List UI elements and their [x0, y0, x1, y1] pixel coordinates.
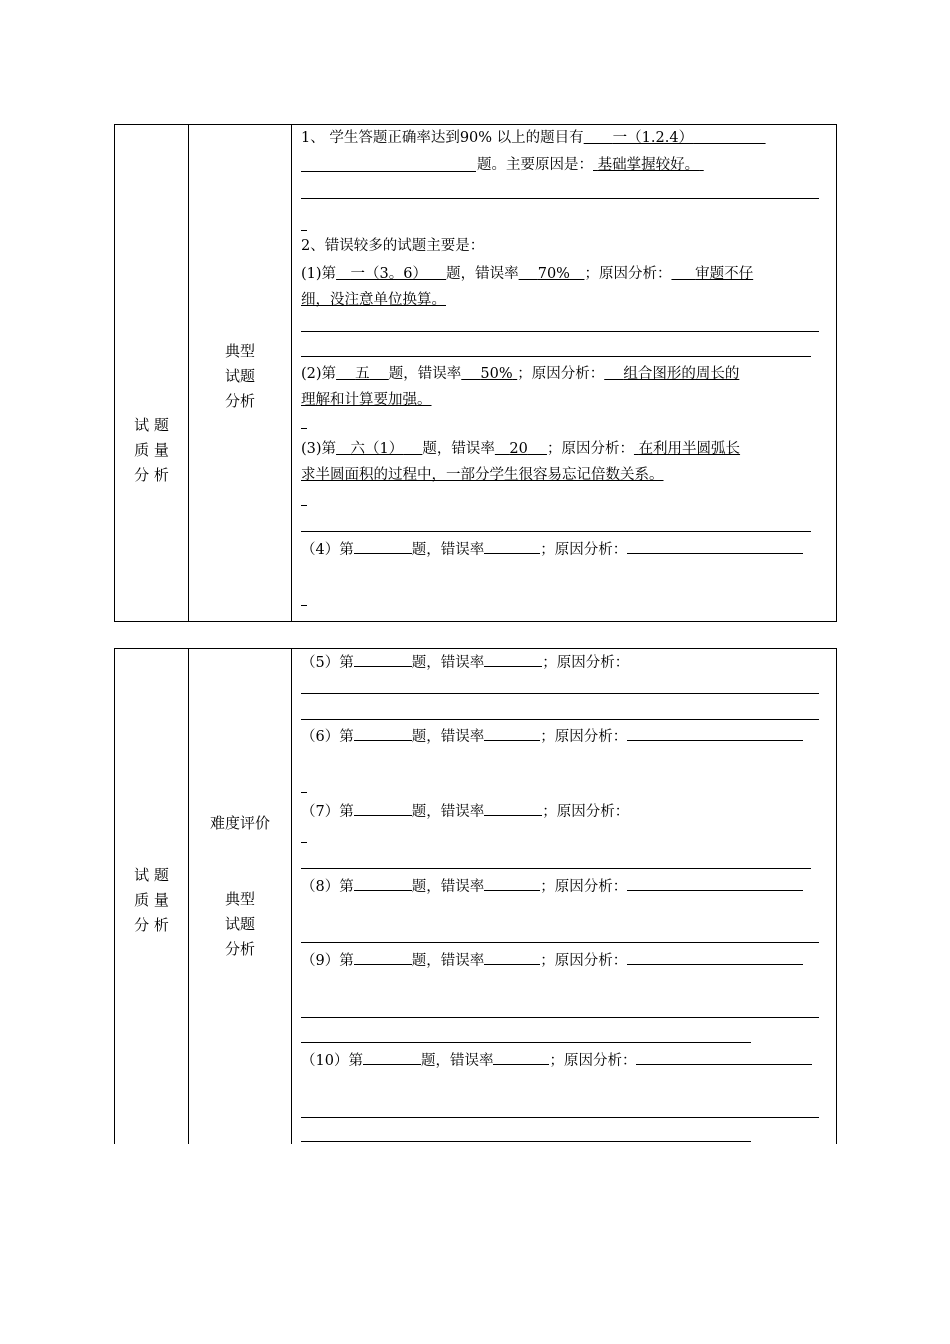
item-rate-label: 题，错误率: [422, 441, 495, 457]
item-prefix: (3)第: [301, 441, 337, 457]
item-rate-label: 题，错误率: [411, 804, 485, 820]
rate-blank[interactable]: [484, 726, 540, 741]
number-blank[interactable]: [354, 539, 412, 554]
number-blank[interactable]: [354, 726, 412, 741]
column-divider: [291, 125, 292, 621]
rate-blank[interactable]: [484, 801, 542, 816]
blank-line: [301, 942, 819, 943]
item-rate-text: 50%: [480, 366, 513, 382]
item-cause[interactable]: [634, 441, 740, 457]
item-prefix: （5）第: [301, 655, 354, 671]
error-item-2-cause-cont: 理解和计算要加强。: [301, 392, 432, 408]
label-line: 分 析: [134, 466, 169, 484]
item-rate[interactable]: [495, 441, 547, 457]
cause-blank[interactable]: [627, 876, 803, 891]
item-number[interactable]: [336, 441, 422, 457]
item-prefix: （8）第: [301, 879, 354, 895]
blank-line: [301, 198, 819, 199]
rate-blank[interactable]: [484, 950, 540, 965]
item-cause-label: ；原因分析：: [540, 879, 628, 895]
rate-blank[interactable]: [484, 539, 540, 554]
number-blank[interactable]: [354, 876, 412, 891]
section-label-typical-questions: [189, 887, 291, 962]
dash-mark: [301, 605, 307, 606]
blank-line: [301, 1141, 751, 1142]
cause-blank[interactable]: [636, 1050, 812, 1065]
dash-mark: [301, 230, 307, 231]
label-line: 试 题: [134, 416, 169, 434]
label-line: 试题: [224, 915, 255, 933]
dash-mark: [301, 792, 307, 793]
item-rate[interactable]: [519, 266, 585, 282]
q1-reason-text: 基础掌握较好。: [597, 157, 700, 173]
item-rate-label: 题，错误率: [411, 953, 485, 969]
item-rate-label: 题，错误率: [411, 542, 485, 558]
item-cause-label: ；原因分析：: [517, 366, 605, 382]
item-rate[interactable]: [461, 366, 517, 382]
rate-blank[interactable]: [493, 1050, 549, 1065]
blank-line: [301, 356, 811, 357]
section-label-difficulty: 难度评价: [209, 814, 270, 832]
error-item-3-cause-cont: 求半圆面积的过程中，一部分学生很容易忘记倍数关系。: [301, 467, 664, 483]
number-blank[interactable]: [363, 1050, 421, 1065]
error-item-7: [301, 801, 629, 822]
item-cause-label: ；原因分析：: [549, 1053, 637, 1069]
item-rate-text: 20: [509, 441, 528, 457]
q1-prefix: 1、 学生答题正确率达到90% 以上的题目有: [301, 130, 584, 146]
item-prefix: （10）第: [301, 1053, 363, 1069]
item-cause-label: ；原因分析：: [540, 953, 628, 969]
item-number-text: 五: [355, 366, 370, 382]
section-label-quality-analysis: [115, 863, 188, 938]
error-item-10: [301, 1050, 812, 1071]
blank-line: [301, 331, 819, 332]
item-number[interactable]: [336, 266, 446, 282]
label-line: 分析: [224, 940, 255, 958]
item-rate-label: 题，错误率: [411, 655, 485, 671]
rate-blank[interactable]: [484, 652, 542, 667]
error-item-9: [301, 950, 803, 971]
item-prefix: （6）第: [301, 729, 354, 745]
item-rate-label: 题，错误率: [446, 266, 519, 282]
item-prefix: (1)第: [301, 266, 337, 282]
error-item-3: [301, 439, 740, 459]
blank-line: [301, 1017, 819, 1018]
item-prefix: （9）第: [301, 953, 354, 969]
item-rate-label: 题，错误率: [388, 366, 462, 382]
label-line: 分 析: [134, 916, 169, 934]
column-divider: [291, 649, 292, 1144]
item-cause-text: 审题不仔: [695, 266, 754, 282]
blank-line: [301, 693, 819, 694]
error-item-2: [301, 364, 739, 384]
item-number[interactable]: [336, 366, 389, 382]
label-line: 典型: [224, 342, 255, 360]
q1-value-text: 一（1.2.4）: [612, 130, 694, 146]
q1-reason[interactable]: [593, 157, 704, 173]
dash-mark: [301, 842, 307, 843]
error-item-6: [301, 726, 803, 747]
cause-blank[interactable]: [627, 950, 803, 965]
item-cause[interactable]: [604, 366, 739, 382]
item-cause-text: 组合图形的周长的: [623, 366, 740, 382]
number-blank[interactable]: [354, 950, 412, 965]
error-item-4: [301, 539, 803, 560]
item-rate-label: 题，错误率: [411, 879, 485, 895]
item-cause-label: ；原因分析：: [540, 729, 628, 745]
item-number-text: 一（3。6）: [350, 266, 427, 282]
rate-blank[interactable]: [484, 876, 540, 891]
cause-blank[interactable]: [627, 539, 803, 554]
q1-value[interactable]: [584, 130, 766, 146]
item-prefix: （7）第: [301, 804, 354, 820]
item-number-text: 六（1）: [350, 441, 404, 457]
item-rate-label: 题，错误率: [411, 729, 485, 745]
q1-mid: 题。主要原因是：: [477, 157, 593, 173]
label-line: 典型: [224, 890, 255, 908]
dash-mark: [301, 505, 307, 506]
label-line: 试题: [224, 367, 255, 385]
blank-line: [301, 1042, 751, 1043]
error-item-1-cause-cont: 细，没注意单位换算。: [301, 292, 446, 308]
label-line: 质 量: [134, 441, 169, 459]
item-cause-label: ；原因分析：: [584, 266, 672, 282]
label-line: 质 量: [134, 891, 169, 909]
number-blank[interactable]: [354, 652, 412, 667]
section-label-typical-questions: [189, 339, 291, 414]
label-line: 试 题: [134, 866, 169, 884]
item-cause-text: 在利用半圆弧长: [638, 441, 741, 457]
section-label-quality-analysis: [115, 413, 188, 488]
number-blank[interactable]: [354, 801, 412, 816]
blank-line: [301, 171, 476, 172]
q1-line: [301, 128, 766, 148]
blank-line: [301, 1117, 819, 1118]
q2-title: 2、错误较多的试题主要是：: [301, 238, 485, 254]
item-cause-label: ；原因分析：: [542, 655, 630, 671]
item-cause-label: ；原因分析：: [546, 441, 634, 457]
item-cause-label: ；原因分析：: [542, 804, 630, 820]
item-prefix: (2)第: [301, 366, 337, 382]
blank-line: [301, 868, 811, 869]
item-rate-label: 题，错误率: [420, 1053, 494, 1069]
dash-mark: [301, 428, 307, 429]
blank-line: [301, 531, 811, 532]
item-cause-label: ；原因分析：: [540, 542, 628, 558]
error-item-8: [301, 876, 803, 897]
q1-reason-line: [477, 155, 704, 175]
error-item-5: [301, 652, 629, 673]
item-rate-text: 70%: [537, 266, 570, 282]
label-line: 分析: [224, 392, 255, 410]
blank-line: [301, 719, 819, 720]
item-prefix: （4）第: [301, 542, 354, 558]
item-cause[interactable]: [671, 266, 753, 282]
cause-blank[interactable]: [627, 726, 803, 741]
error-item-1: [301, 264, 753, 284]
